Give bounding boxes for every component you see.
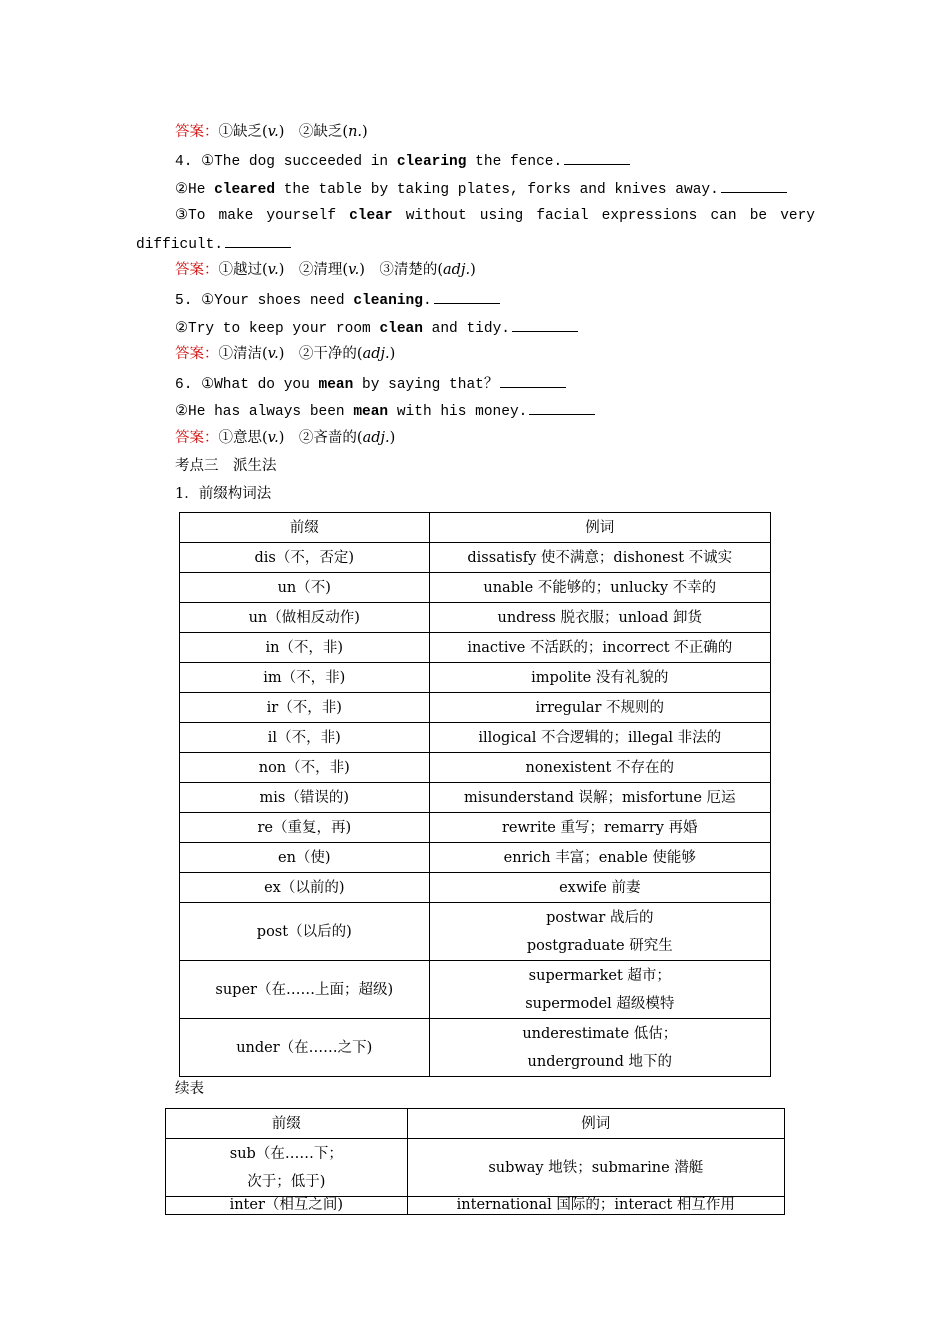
- table-row: un（不) unable 不能够的；unlucky 不幸的: [180, 573, 771, 603]
- table-row: in（不，非) inactive 不活跃的；incorrect 不正确的: [180, 633, 771, 663]
- q4-sentence-3: ③To make yourself clear without using facial expressions can be very: [175, 208, 815, 224]
- header-examples: 例词: [407, 1109, 784, 1139]
- keyword: clearing: [396, 154, 467, 170]
- prefix-table-continued: [165, 1108, 785, 1215]
- table-row: im（不，非) impolite 没有礼貌的: [180, 663, 771, 693]
- table-row: ir（不，非) irregular 不规则的: [180, 693, 771, 723]
- prefix-table: [179, 512, 771, 1077]
- table-row: re（重复，再) rewrite 重写；remarry 再婚: [180, 813, 771, 843]
- table-row: sub（在……下； 次于；低于) subway 地铁；submarine 潜艇: [166, 1139, 785, 1197]
- table-row: un（做相反动作) undress 脱衣服；unload 卸货: [180, 603, 771, 633]
- answer-label: 答案：: [175, 346, 219, 362]
- table-row: ex（以前的) exwife 前妻: [180, 873, 771, 903]
- answer-3: 答案：①缺乏(v.) ②缺乏(n.): [175, 124, 368, 140]
- answer-label: 答案：: [175, 124, 219, 140]
- keyword: cleaning: [353, 293, 423, 309]
- q5-sentence-2: ②Try to keep your room clean and tidy.: [175, 317, 578, 339]
- q6-sentence-1: 6. ①What do you mean by saying that？: [175, 373, 566, 395]
- section-title: 考点三 派生法: [175, 458, 277, 474]
- answer-blank: [500, 373, 566, 388]
- table-header-row: [166, 1109, 785, 1139]
- keyword: clear: [349, 208, 393, 224]
- table-row: il（不，非) illogical 不合逻辑的；illegal 非法的: [180, 723, 771, 753]
- keyword: mean: [353, 404, 389, 420]
- table-row: inter（相互之间) international 国际的；interact 相互作用: [166, 1197, 785, 1215]
- keyword: mean: [318, 377, 354, 393]
- header-examples: 例词: [429, 513, 770, 543]
- answer-blank: [512, 317, 578, 332]
- answer-blank: [721, 178, 787, 193]
- table-row: under（在……之下) underestimate 低估； underground 地下的: [180, 1019, 771, 1077]
- keyword: cleared: [214, 182, 276, 198]
- table-row: post（以后的) postwar 战后的 postgraduate 研究生: [180, 903, 771, 961]
- answer-label: 答案：: [175, 262, 219, 278]
- q5-sentence-1: 5. ①Your shoes need cleaning.: [175, 289, 500, 311]
- answer-label: 答案：: [175, 430, 219, 446]
- header-prefix: 前缀: [180, 513, 430, 543]
- answer-4: 答案：①越过(v.) ②清理(v.) ③清楚的(adj.): [175, 262, 476, 278]
- continued-label: 续表: [175, 1081, 204, 1097]
- table-row: mis（错误的) misunderstand 误解；misfortune 厄运: [180, 783, 771, 813]
- answer-blank: [529, 400, 595, 415]
- answer-5: 答案：①清洁(v.) ②干净的(adj.): [175, 346, 396, 362]
- table-row: super（在……上面；超级) supermarket 超市； supermodel 超级模特: [180, 961, 771, 1019]
- answer-blank: [225, 233, 291, 248]
- answer-6: 答案：①意思(v.) ②吝啬的(adj.): [175, 430, 396, 446]
- table-row: dis（不，否定) dissatisfy 使不满意；dishonest 不诚实: [180, 543, 771, 573]
- table-header-row: [180, 513, 771, 543]
- table-row: en（使) enrich 丰富；enable 使能够: [180, 843, 771, 873]
- keyword: clean: [379, 321, 423, 337]
- q4-sentence-3-tail: difficult.: [136, 233, 291, 255]
- subsection-title: 1．前缀构词法: [175, 486, 272, 502]
- q4-sentence-1: 4. ①The dog succeeded in clearing the fence.: [175, 150, 630, 172]
- answer-blank: [564, 150, 630, 165]
- header-prefix: 前缀: [166, 1109, 408, 1139]
- table-row: non（不，非) nonexistent 不存在的: [180, 753, 771, 783]
- q4-sentence-2: ②He cleared the table by taking plates, forks and knives away.: [175, 178, 787, 200]
- answer-blank: [434, 289, 500, 304]
- q6-sentence-2: ②He has always been mean with his money.: [175, 400, 595, 422]
